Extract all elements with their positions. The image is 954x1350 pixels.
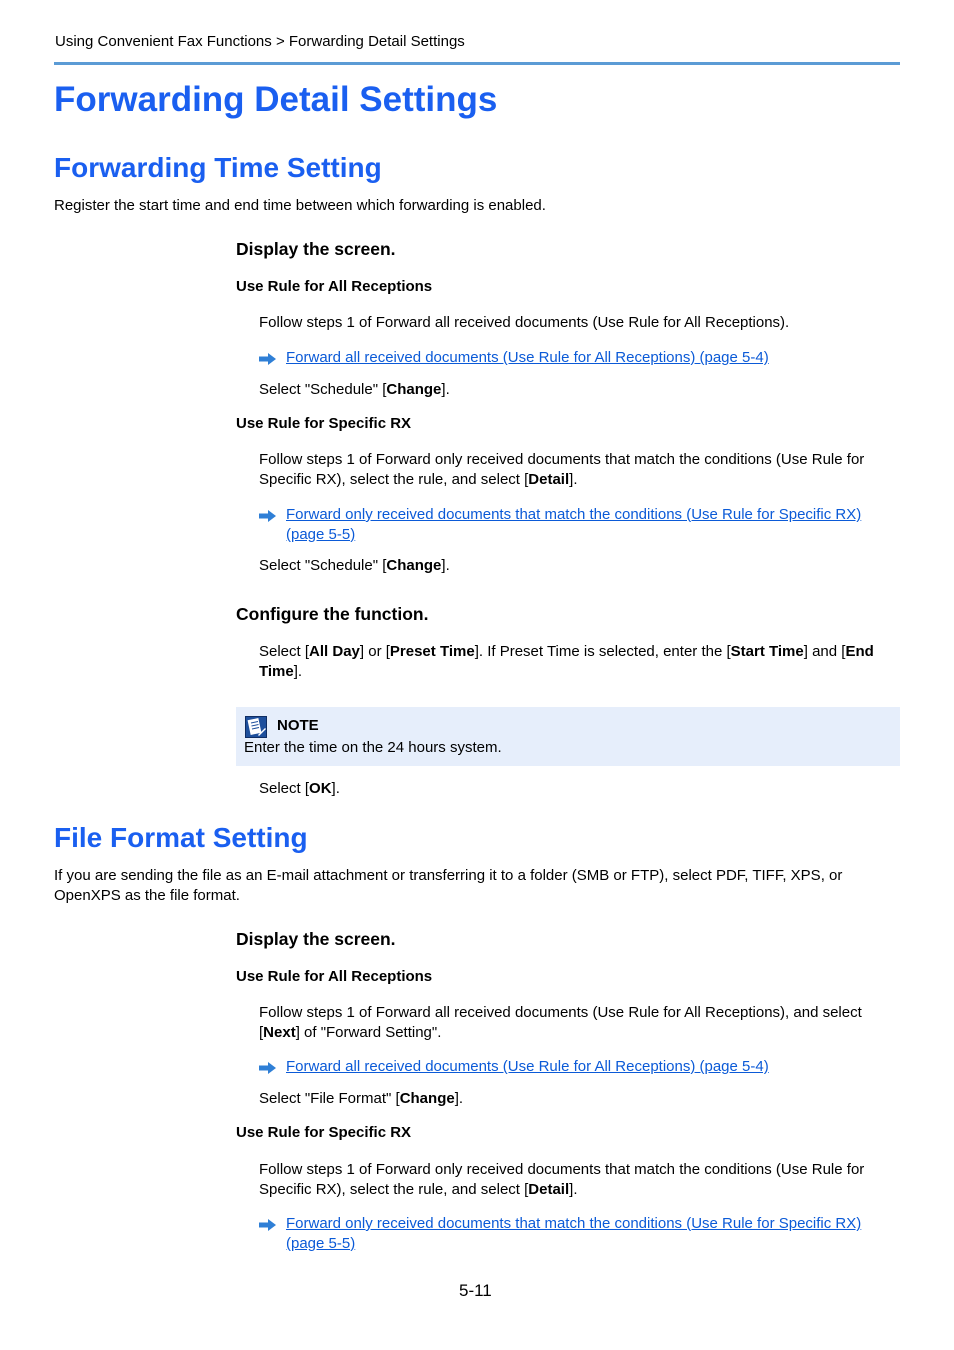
link-text[interactable]: Forward all received documents (Use Rule for All Receptions) (page 5-4) (286, 1058, 769, 1075)
note-icon (245, 716, 267, 738)
link-forward-all[interactable] (259, 348, 909, 368)
step-label: Configure the function. (236, 604, 429, 624)
section-intro: Register the start time and end time between which forwarding is enabled. (54, 197, 546, 214)
note-title: NOTE (277, 717, 319, 734)
breadcrumb: Using Convenient Fax Functions > Forwarding Detail Settings (55, 33, 465, 50)
section-intro: If you are sending the file as an E-mail attachment or transferring it to a folder (SMB or FTP), select PDF, TIFF, XPS, or OpenXPS as the file format. (54, 867, 843, 904)
instruction-text: Follow steps 1 of Forward only received documents that match the conditions (Use Rule for Specific RX), select the rule, and select [Detail]. (259, 1161, 865, 1198)
link-text[interactable]: Forward only received documents that match the conditions (Use Rule for Specific RX) (286, 506, 862, 523)
link-forward-specific[interactable] (259, 505, 909, 544)
link-text[interactable]: Forward all received documents (Use Rule for All Receptions) (page 5-4) (286, 349, 769, 366)
page-title: Forwarding Detail Settings (54, 80, 498, 119)
section-title-forwarding-time: Forwarding Time Setting (54, 152, 382, 183)
instruction-text: Follow steps 1 of Forward all received documents (Use Rule for All Receptions). (259, 314, 790, 331)
arrow-right-icon (259, 1062, 276, 1074)
instruction-configure: Select [All Day] or [Preset Time]. If Preset Time is selected, enter the [Start Time] and [End Time]. (259, 643, 874, 680)
subheading-specific-rx: Use Rule for Specific RX (236, 1124, 412, 1141)
instruction-select-schedule: Select "Schedule" [Change]. (259, 557, 450, 574)
instruction-select-file-format: Select "File Format" [Change]. (259, 1090, 464, 1107)
instruction-select-ok: Select [OK]. (259, 780, 340, 797)
link-text[interactable]: (page 5-5) (286, 525, 356, 543)
subheading-all-receptions: Use Rule for All Receptions (236, 278, 433, 295)
arrow-right-icon (259, 510, 276, 522)
link-forward-all[interactable] (259, 1057, 909, 1077)
section-title-file-format: File Format Setting (54, 822, 308, 853)
link-text[interactable]: (page 5-5) (286, 1234, 356, 1252)
header-divider (54, 62, 900, 65)
note-box (236, 707, 900, 766)
instruction-select-schedule: Select "Schedule" [Change]. (259, 381, 450, 398)
instruction-text: Follow steps 1 of Forward all received documents (Use Rule for All Receptions), and select [Next] of "Forward Setting". (259, 1004, 862, 1041)
subheading-specific-rx: Use Rule for Specific RX (236, 415, 412, 432)
page-number: 5-11 (459, 1281, 492, 1300)
subheading-all-receptions: Use Rule for All Receptions (236, 968, 433, 985)
step-label: Display the screen. (236, 929, 396, 949)
link-text[interactable]: Forward only received documents that match the conditions (Use Rule for Specific RX) (286, 1215, 862, 1232)
step-label: Display the screen. (236, 239, 396, 259)
arrow-right-icon (259, 1219, 276, 1231)
note-text: Enter the time on the 24 hours system. (244, 739, 502, 756)
arrow-right-icon (259, 353, 276, 365)
instruction-text: Follow steps 1 of Forward only received documents that match the conditions (Use Rule for Specific RX), select the rule, and select [Detail]. (259, 451, 865, 488)
link-forward-specific[interactable] (259, 1214, 909, 1253)
